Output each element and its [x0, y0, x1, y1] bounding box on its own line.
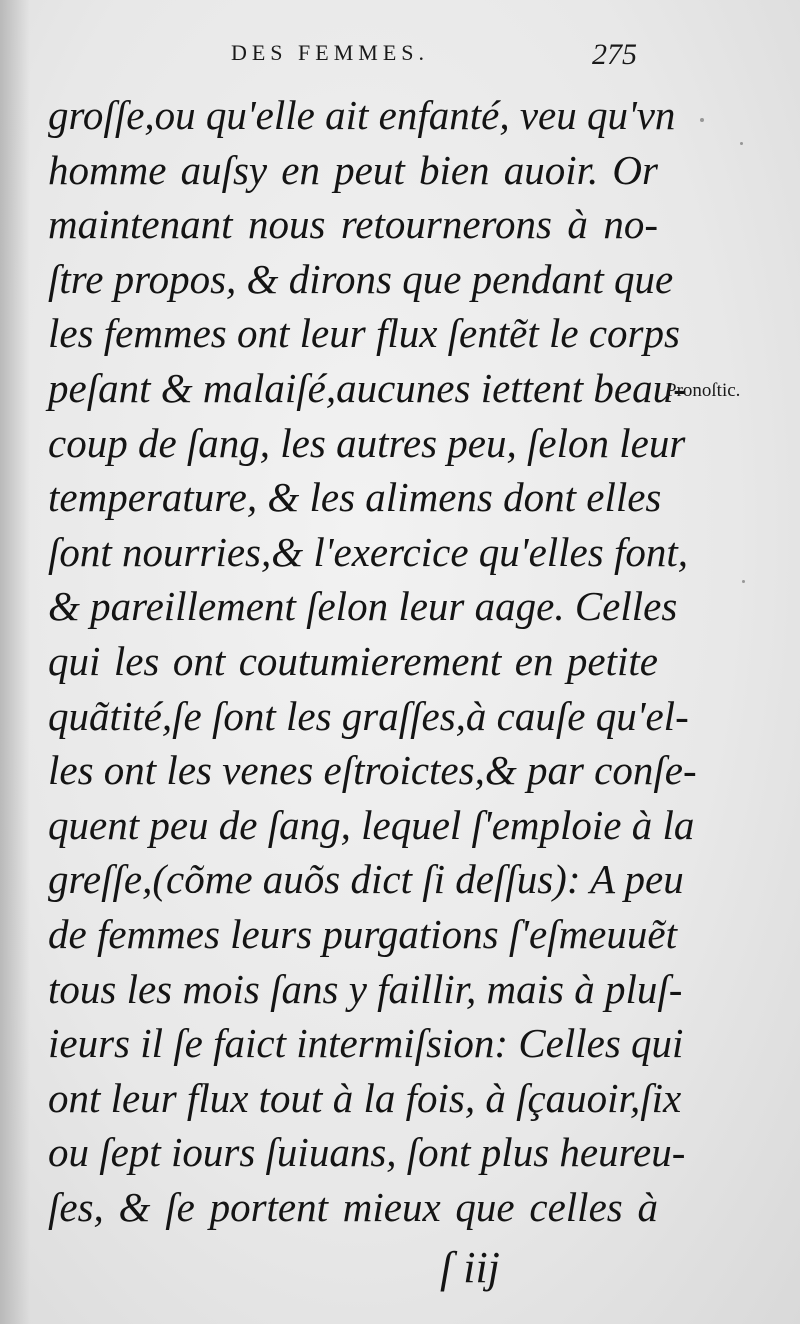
- gutter-shadow: [0, 0, 30, 1324]
- text-line: peſant & malaiſé,aucunes iettent beau-: [48, 364, 687, 411]
- text-line: ieurs il ſe faict intermiſsion: Celles qui: [48, 1020, 684, 1067]
- text-line: quent peu de ſang, lequel ſ'emploie à la: [48, 801, 695, 848]
- text-line: greſſe,(cõme auõs dict ſi deſſus): A peu: [48, 856, 684, 903]
- text-line: ſes, & ſe portent mieux que celles à: [48, 1183, 658, 1230]
- text-line: & pareillement ſelon leur aage. Celles: [48, 583, 678, 630]
- body-text: [48, 88, 697, 1234]
- text-line: les femmes ont leur flux ſentẽt le corps: [48, 310, 680, 357]
- ink-speck: [740, 142, 743, 145]
- text-line: quãtité,ſe ſont les graſſes,à cauſe qu'el-: [48, 692, 689, 739]
- text-line: ont leur flux tout à la fois, à ſçauoir,ſix: [48, 1074, 682, 1121]
- text-line: de femmes leurs purgations ſ'eſmeuuẽt: [48, 910, 677, 957]
- text-line: ou ſept iours ſuiuans, ſont plus heureu-: [48, 1129, 686, 1176]
- text-line: ſtre propos, & dirons que pendant que: [48, 255, 674, 302]
- margin-note: Pronoſtic.: [666, 380, 741, 401]
- text-line: qui les ont coutumierement en petite: [48, 637, 658, 684]
- text-line: les ont les venes eſtroictes,& par conſe-: [48, 747, 697, 794]
- text-line: temperature, & les alimens dont elles: [48, 474, 662, 521]
- text-line: maintenant nous retournerons à no-: [48, 201, 658, 248]
- text-line: homme auſsy en peut bien auoir. Or: [48, 146, 658, 193]
- signature-mark: ſ iij: [440, 1243, 500, 1292]
- running-title: DES FEMMES.: [230, 40, 430, 65]
- page-number: 275: [592, 38, 637, 71]
- text-line: tous les mois ſans y faillir, mais à pluſ-: [48, 965, 683, 1012]
- text-line: coup de ſang, les autres peu, ſelon leur: [48, 419, 686, 466]
- text-line: ſont nourries,& l'exercice qu'elles font,: [48, 528, 688, 575]
- text-line: groſſe,ou qu'elle ait enfanté, veu qu'vn: [48, 92, 676, 138]
- ink-speck: [700, 118, 704, 122]
- ink-speck: [742, 580, 745, 583]
